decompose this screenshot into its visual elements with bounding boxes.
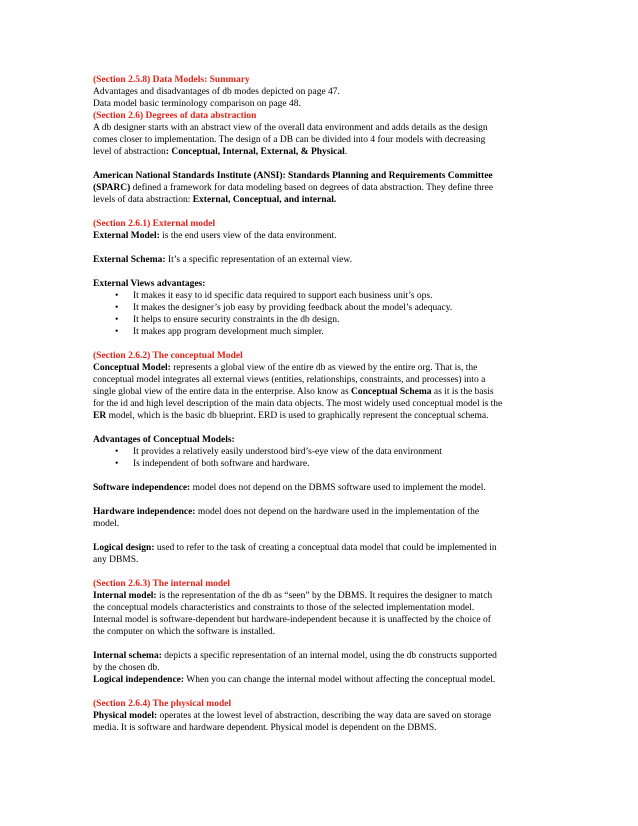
text-line: [93, 194, 548, 206]
term-label: External Schema:: [93, 255, 166, 265]
text-run: It’s a specific representation of an external view.: [165, 255, 352, 265]
text-line: [93, 482, 548, 494]
text-line: [93, 674, 548, 686]
bullet-icon: •: [115, 459, 119, 469]
list-item-text: Is independent of both software and hardware.: [133, 459, 310, 469]
term-label: Logical design:: [93, 543, 155, 553]
section-2-6-heading: (Section 2.6) Degrees of data abstraction: [93, 111, 257, 121]
text-run: When you can change the internal model without affecting the conceptual model.: [184, 675, 496, 685]
ansi-title: American National Standards Institute (ANSI): Standards Planning and Requirements Committee: [93, 171, 493, 181]
text-line: [93, 710, 548, 722]
term-label: Physical model:: [93, 711, 158, 721]
term-label: Conceptual Model:: [93, 363, 171, 373]
text-line: [93, 254, 548, 266]
text-line: [93, 410, 548, 422]
text-run: level of abstraction: [93, 147, 166, 157]
text-line: model.: [93, 519, 120, 529]
section-2-5-8-heading: (Section 2.5.8) Data Models: Summary: [93, 75, 250, 85]
text-run: used to refer to the task of creating a conceptual data model that could be implemented in: [154, 543, 497, 553]
sparc-bold: (SPARC): [93, 183, 131, 193]
term-label: Software independence:: [93, 483, 191, 493]
list-item: [93, 446, 548, 458]
text-line: [93, 362, 548, 374]
text-run: represents a global view of the entire db as viewed by the entire org. That is, the: [170, 363, 478, 373]
text-run: levels of data abstraction:: [93, 195, 193, 205]
text-line: [93, 386, 548, 398]
section-2-6-2-heading: (Section 2.6.2) The conceptual Model: [93, 351, 243, 361]
list-item: [93, 302, 548, 314]
list-item-text: It makes app program development much simpler.: [133, 327, 324, 337]
list-item-text: It makes it easy to id specific data required to support each business unit’s ops.: [133, 291, 433, 301]
text-run: .: [344, 147, 348, 157]
text-run: model does not depend on the DBMS software used to implement the model.: [190, 483, 486, 493]
text-line: Data model basic terminology comparison on page 48.: [93, 99, 301, 109]
list-item: [93, 314, 548, 326]
abstraction-levels-bold: : Conceptual, Internal, External, & Physical: [165, 147, 345, 157]
text-run: model does not depend on the hardware used in the implementation of the: [195, 507, 480, 517]
text-line: [93, 542, 548, 554]
text-line: the conceptual models characteristics and constraints to those of the selected implementation model.: [93, 603, 475, 613]
text-line: [93, 146, 548, 158]
section-2-6-4-heading: (Section 2.6.4) The physical model: [93, 699, 232, 709]
bullet-icon: •: [115, 303, 119, 313]
text-line: the computer on which the software is installed.: [93, 627, 276, 637]
text-run: defined a framework for data modeling based on degrees of data abstraction. They define three: [130, 183, 494, 193]
document-page: [93, 74, 548, 734]
bullet-icon: •: [115, 447, 119, 457]
section-2-6-3-heading: (Section 2.6.3) The internal model: [93, 579, 231, 589]
text-line: Advantages and disadvantages of db modes depicted on page 47.: [93, 87, 340, 97]
text-line: by the chosen db.: [93, 663, 160, 673]
conceptual-advantages-list: [93, 446, 548, 470]
text-line: [93, 182, 548, 194]
list-item: [93, 326, 548, 338]
list-item-text: It makes the designer’s job easy by providing feedback about the model’s adequacy.: [133, 303, 453, 313]
levels-bold: External, Conceptual, and internal.: [192, 195, 337, 205]
text-run: operates at the lowest level of abstraction, describing the way data are saved on storage: [157, 711, 492, 721]
text-line: media. It is software and hardware dependent. Physical model is dependent on the DBMS.: [93, 723, 437, 733]
bullet-icon: •: [115, 327, 119, 337]
list-item-text: It helps to ensure security constraints in the db design.: [133, 315, 340, 325]
text-run: depicts a specific representation of an internal model, using the db constructs supported: [161, 651, 497, 661]
external-views-list: [93, 290, 548, 338]
bullet-icon: •: [115, 315, 119, 325]
conceptual-advantages-title: Advantages of Conceptual Models:: [93, 435, 235, 445]
section-2-6-1-heading: (Section 2.6.1) External model: [93, 219, 216, 229]
text-line: for the id and high level description of the main data objects. The most widely used conceptual model is the: [93, 399, 503, 409]
text-run: model, which is the basic db blueprint. ERD is used to graphically represent the conceptual schema.: [106, 411, 489, 421]
text-line: conceptual model integrates all external views (entities, relationships, constraints, and processes) into a: [93, 375, 486, 385]
text-run: single global view of the entire data in the enterprise. Also know as: [93, 387, 352, 397]
text-line: comes closer to implementation. The design of a DB can be divided into 4 four models with decreasing: [93, 135, 486, 145]
term-label: ER: [93, 411, 107, 421]
list-item: [93, 458, 548, 470]
list-item: [93, 290, 548, 302]
bullet-icon: •: [115, 291, 119, 301]
external-views-title: External Views advantages:: [93, 279, 206, 289]
text-line: [93, 650, 548, 662]
text-run: is the representation of the db as “seen” by the DBMS. It requires the designer to match: [156, 591, 493, 601]
term-label: Conceptual Schema: [351, 387, 432, 397]
term-label: Internal schema:: [93, 651, 162, 661]
text-run: as it is the basis: [431, 387, 494, 397]
term-label: Logical independence:: [93, 675, 185, 685]
text-line: Internal model is software-dependent but hardware-independent because it is unaffected by the choice of: [93, 615, 491, 625]
text-run: is the end users view of the data environment.: [159, 231, 337, 241]
text-line: any DBMS.: [93, 555, 139, 565]
term-label: External Model:: [93, 231, 160, 241]
text-line: [93, 230, 548, 242]
term-label: Hardware independence:: [93, 507, 196, 517]
text-line: [93, 506, 548, 518]
term-label: Internal model:: [93, 591, 157, 601]
list-item-text: It provides a relatively easily understood bird’s-eye view of the data environment: [133, 447, 442, 457]
text-line: A db designer starts with an abstract view of the overall data environment and adds details as the design: [93, 123, 488, 133]
text-line: [93, 590, 548, 602]
